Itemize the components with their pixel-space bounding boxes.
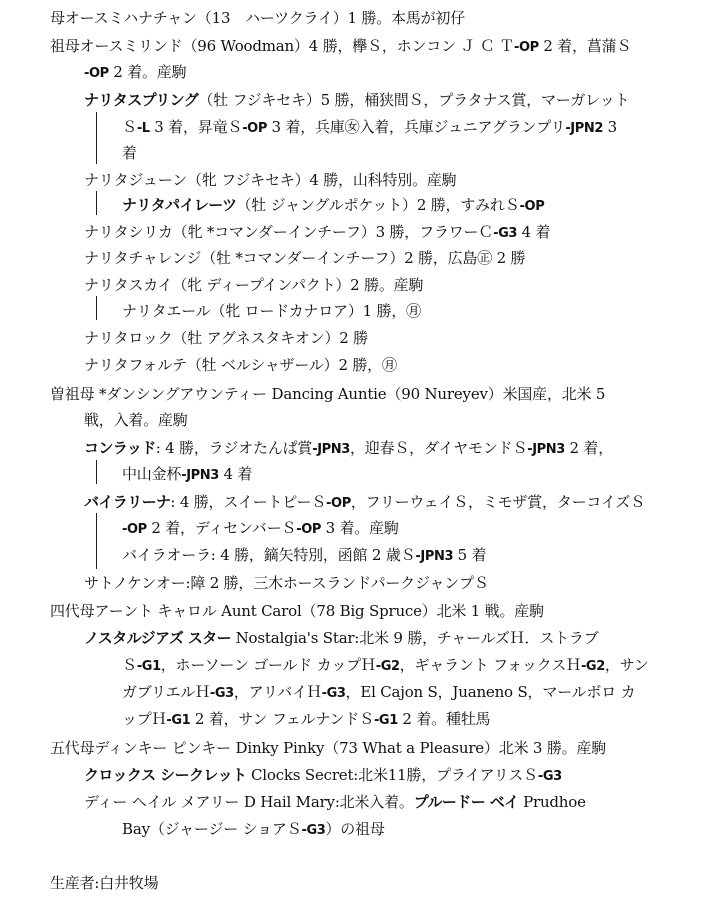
offspring-text: ディー ヘイル メアリー D Hail Mary:北米入着。 [84, 793, 414, 811]
detail-text: 2 着，ディセンバーＳ [146, 519, 297, 537]
offspring-text: サトノケンオー:障 2 勝，三木ホースランドパークジャンプＳ [84, 574, 489, 592]
grade-badge: -JPN3 [415, 549, 454, 564]
grade-badge: -G3 [537, 769, 562, 784]
detail-text: （牡 ジャングルポケット）2 勝，すみれＳ [236, 196, 520, 214]
offspring-name: クロックス シークレット [84, 766, 247, 784]
detail-text: Ｓ [122, 656, 137, 674]
detail-text: 4 着 [517, 223, 551, 241]
detail-text: ，ホーソーン ゴールド カップＨ [160, 656, 376, 674]
tree-bar [96, 112, 97, 164]
offspring-text: ナリタジューン（牝 フジキセキ）4 勝，山科特別。産駒 [84, 171, 457, 189]
grade-badge: -G1 [136, 659, 161, 674]
grade-badge: -OP [122, 522, 147, 537]
offspring-name: プルードー ベイ [413, 793, 519, 811]
detail-text: Bay（ジャージー ショアＳ [122, 820, 302, 838]
grade-badge: -OP [296, 522, 321, 537]
detail-text: 3 着。産駒 [321, 519, 399, 537]
detail-text: 4 着 [218, 465, 253, 483]
grandmother-text-2b: 2 着。産駒 [108, 63, 187, 81]
great-grandmother-text: 曽祖母 *ダンシングアウンティー Dancing Auntie（90 Nureyev）米国産，北米 5 [50, 385, 606, 403]
detail-text: 3 [603, 118, 617, 136]
grade-badge: -G3 [209, 686, 234, 701]
detail-text: 中山金杯 [122, 465, 182, 483]
tree-bar [96, 191, 97, 215]
offspring-name: コンラッド [84, 439, 156, 457]
mother-text: 母オースミハナチャン（13 ハーツクライ）1 勝。本馬が初仔 [50, 9, 466, 27]
grade-badge: -G3 [493, 226, 518, 241]
offspring-name: ナリタスプリング [84, 91, 199, 109]
grandchild-name: ナリタパイレーツ [122, 196, 237, 214]
grade-badge: -OP [84, 66, 109, 81]
grandchild-text: ナリタエール（牝 ロードカナロア）1 勝，㊊ [122, 302, 421, 320]
grandchild-text: バイラオーラ: 4 勝，鏑矢特別，函館 2 歳Ｓ [122, 546, 416, 564]
detail-text: ）の祖母 [325, 820, 385, 838]
grade-badge: -JPN2 [565, 121, 603, 136]
offspring-text: ナリタチャレンジ（牡 *コマンダーインチーフ）2 勝，広島㊣ 2 勝 [84, 249, 526, 267]
detail-text: 3 着，昇竜Ｓ [149, 118, 243, 136]
offspring-text: ナリタシリカ（牝 *コマンダーインチーフ）3 勝，フラワーＣ [84, 223, 494, 241]
great-grandmother-text: 戦，入着。産駒 [84, 411, 188, 429]
detail-text: ，フリーウェイＳ，ミモザ賞，ターコイズＳ [350, 493, 646, 511]
detail-text: ，El Cajon S，Juaneno S，マールボロ カ [345, 683, 636, 701]
grandmother-text: 祖母オースミリンド（96 Woodman）4 勝，欅Ｓ，ホンコン Ｊ Ｃ Ｔ [50, 37, 515, 55]
detail-text: ，アリバイＨ [233, 683, 322, 701]
offspring-text: ナリタスカイ（牝 ディープインパクト）2 勝。産駒 [84, 276, 424, 294]
detail-text: ，迎春Ｓ，ダイヤモンドＳ [349, 439, 528, 457]
offspring-text: ナリタロック（牡 アグネスタキオン）2 勝 [84, 329, 368, 347]
grade-badge: -G1 [373, 713, 398, 728]
grade-badge: -JPN3 [312, 442, 350, 457]
grade-badge: -OP [514, 40, 539, 55]
grade-badge: -G3 [321, 686, 346, 701]
grade-badge: -OP [326, 496, 351, 511]
offspring-name: ノスタルジアズ スター [84, 629, 232, 647]
grade-badge: -OP [242, 121, 267, 136]
detail-text: Ｓ [122, 118, 137, 136]
tree-bar [96, 513, 97, 569]
offspring-name: バイラリーナ [84, 493, 171, 511]
grade-badge: -G1 [166, 713, 191, 728]
detail-text: ップＨ [122, 710, 167, 728]
detail-text: Clocks Secret:北米11勝，プライアリスＳ [246, 766, 538, 784]
detail-text: 5 着 [453, 546, 487, 564]
breeder-text: 生産者:白井牧場 [50, 874, 159, 892]
detail-text: 3 着，兵庫㊛入着，兵庫ジュニアグランプリ [266, 118, 566, 136]
grade-badge: -G3 [301, 823, 326, 838]
detail-text: : 4 勝，スイートピーＳ [170, 493, 327, 511]
offspring-detail: （牡 フジキセキ）5 勝，桶狭間Ｓ，プラタナス賞，マーガレット [198, 91, 630, 109]
detail-text: 着 [122, 144, 137, 162]
detail-text: 2 着， [564, 439, 614, 457]
tree-bar [96, 460, 97, 484]
detail-text: 2 着。種牡馬 [397, 710, 491, 728]
grade-badge: -G2 [375, 659, 400, 674]
grade-badge: -JPN3 [527, 442, 565, 457]
detail-text: Prudhoe [518, 793, 586, 811]
detail-text: ，サン [604, 656, 649, 674]
fourth-dam-text: 四代母アーント キャロル Aunt Carol（78 Big Spruce）北米 1 戦。産駒 [50, 602, 544, 620]
detail-text: ，ギャラント フォックスＨ [399, 656, 581, 674]
grade-badge: -L [136, 121, 150, 136]
tree-bar [96, 296, 97, 320]
grade-badge: -JPN3 [181, 468, 219, 483]
detail-text: 2 着，サン フェルナンドＳ [190, 710, 374, 728]
grade-badge: -OP [519, 199, 545, 214]
detail-text: : 4 勝，ラジオたんぱ賞 [155, 439, 313, 457]
grade-badge: -G2 [580, 659, 605, 674]
detail-text: Nostalgia's Star:北米 9 勝，チャールズＨ．ストラブ [231, 629, 599, 647]
fifth-dam-text: 五代母ディンキー ピンキー Dinky Pinky（73 What a Pleasure）北米 3 勝。産駒 [50, 739, 607, 757]
offspring-text: ナリタフォルテ（牡 ベルシャザール）2 勝，㊊ [84, 356, 397, 374]
detail-text: ガブリエルＨ [122, 683, 210, 701]
grandmother-text-b: 2 着，菖蒲Ｓ [538, 37, 632, 55]
